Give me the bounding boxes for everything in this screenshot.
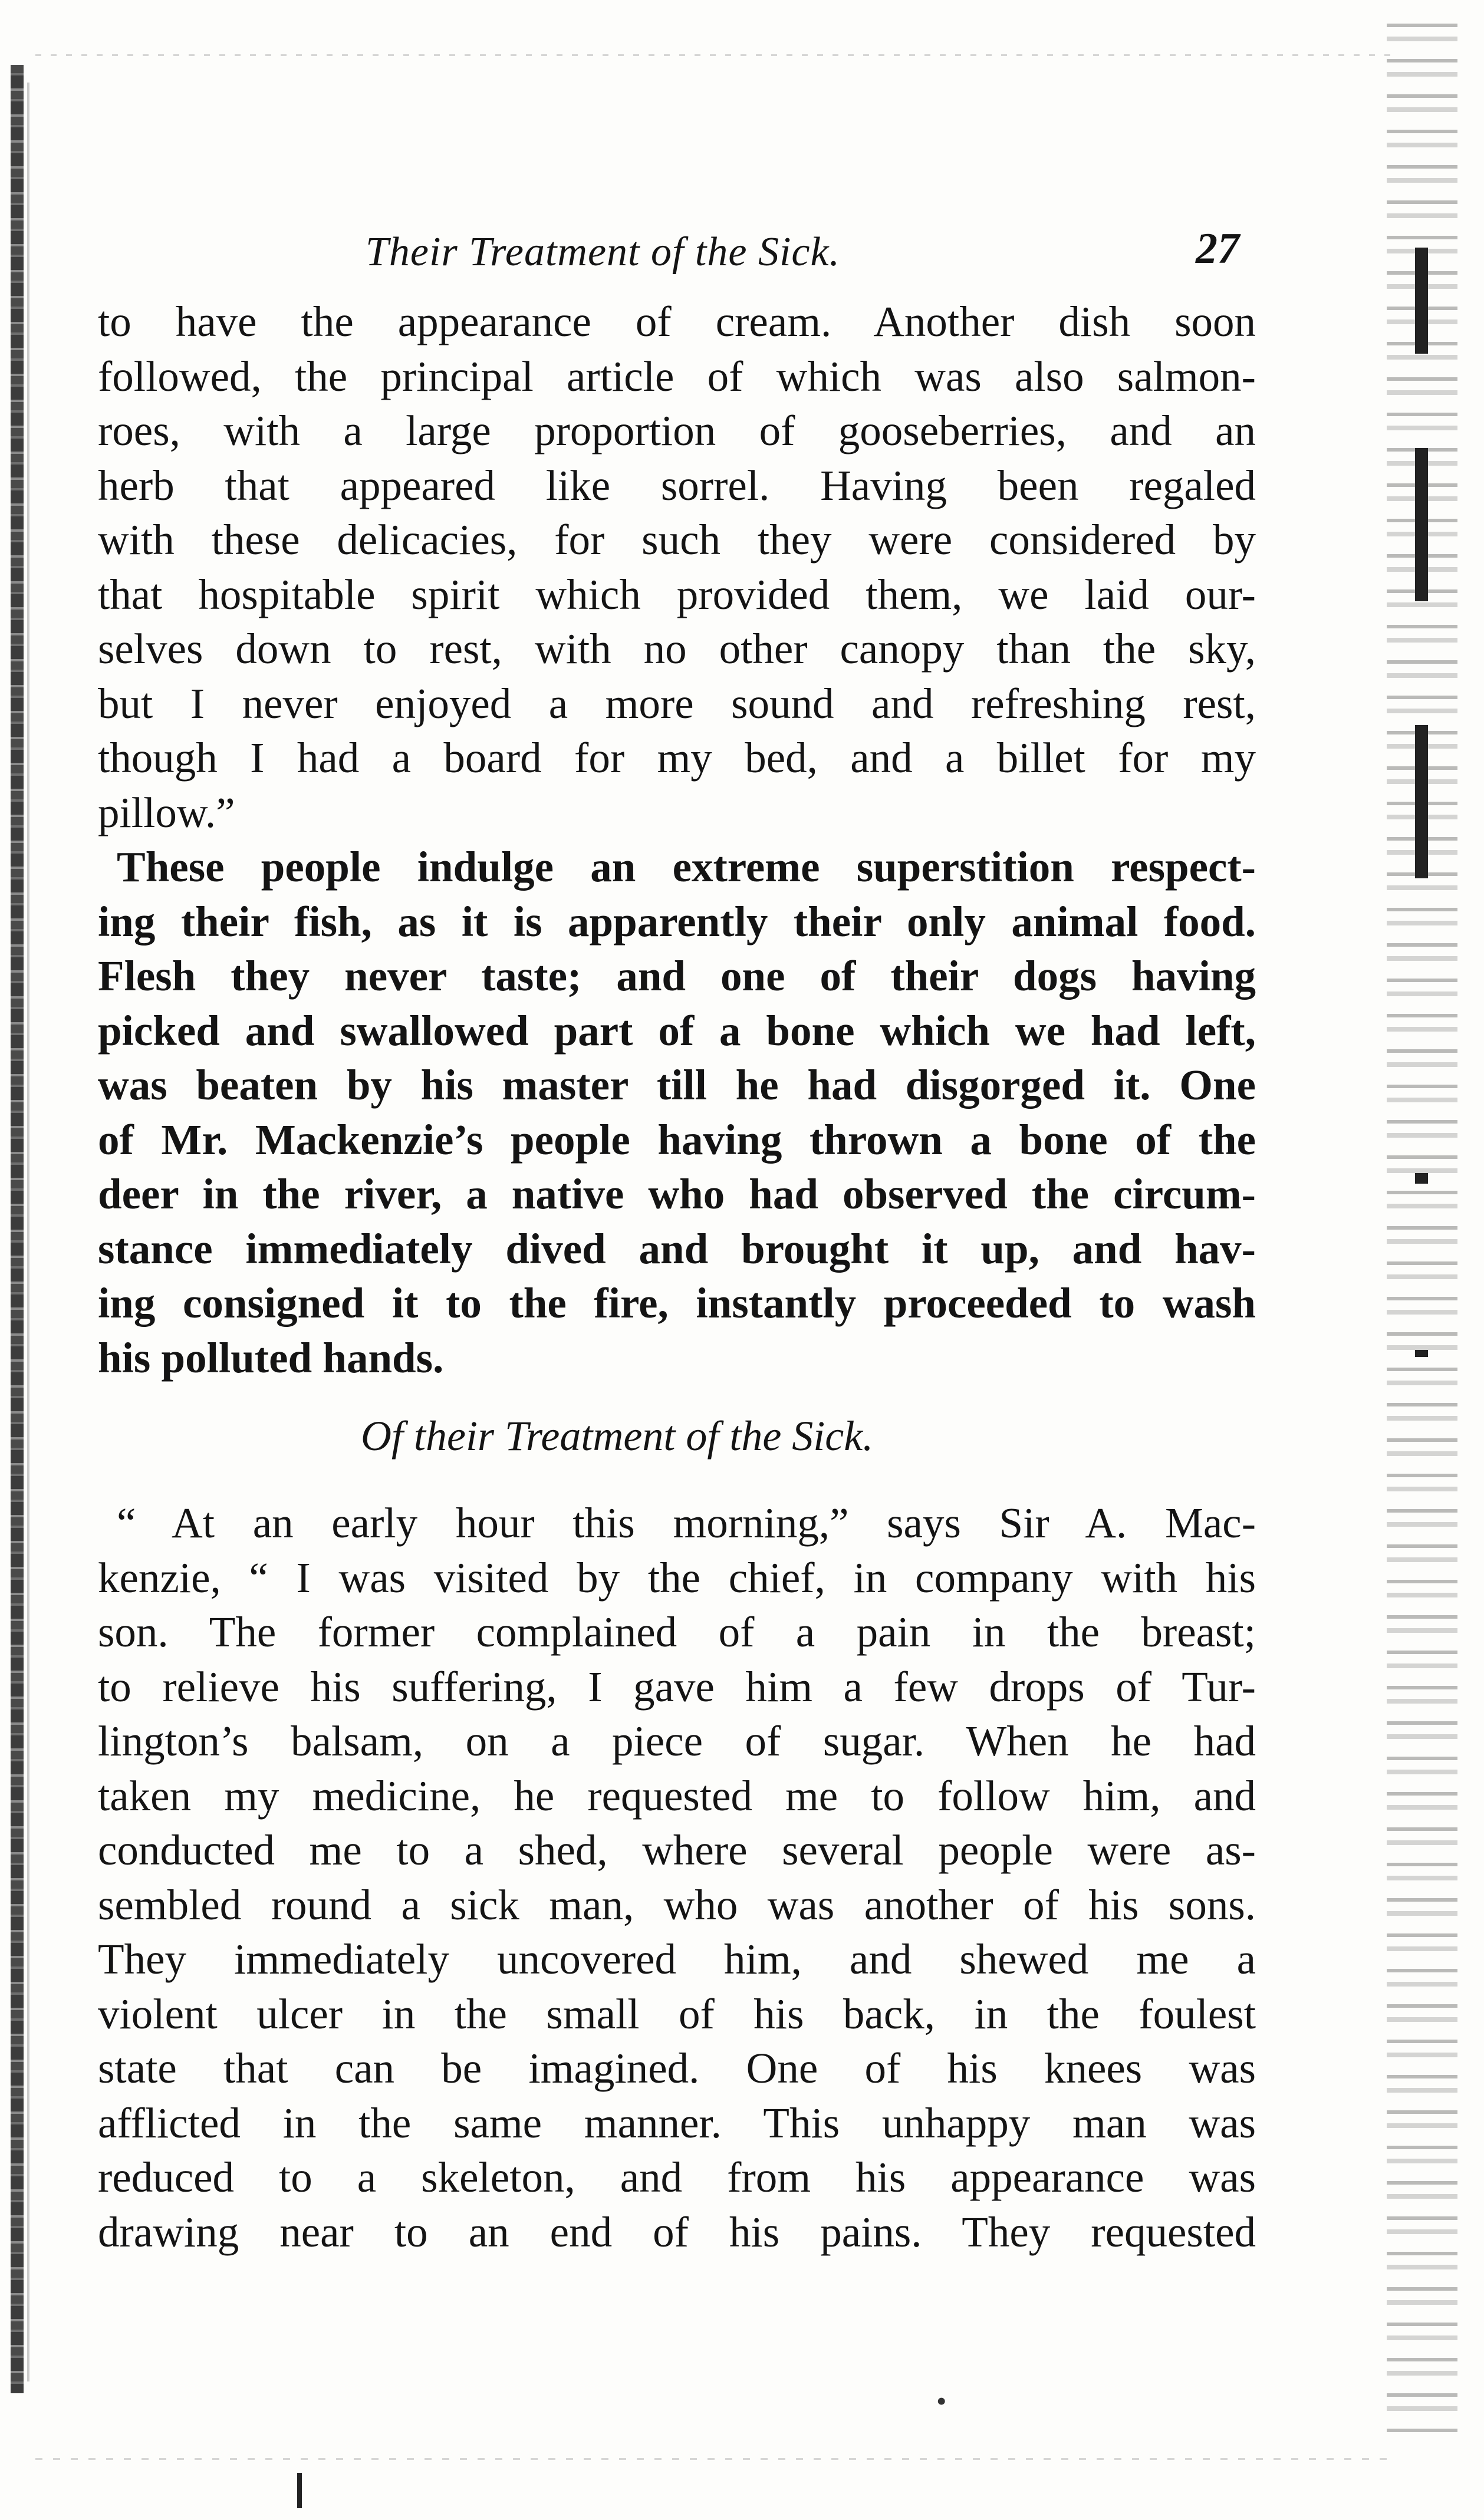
text-line: though I had a board for my bed, and a billet for my: [98, 734, 1256, 782]
text-line: to relieve his suffering, I gave him a few drops of Tur-: [98, 1662, 1256, 1711]
text-line: Flesh they never taste; and one of their dogs having: [98, 952, 1256, 1000]
running-head: Their Treatment of the Sick.: [366, 229, 841, 275]
text-line: to have the appearance of cream. Another dish soon: [98, 298, 1256, 345]
text-line: that hospitable spirit which provided them, we laid our-: [98, 570, 1256, 618]
text-line: conducted me to a shed, where several people were as-: [98, 1826, 1256, 1874]
text-line: ing consigned it to the fire, instantly proceeded to wash: [98, 1279, 1256, 1327]
text-line: reduced to a skeleton, and from his appearance was: [98, 2153, 1256, 2201]
text-line: drawing near to an end of his pains. They requested: [98, 2208, 1256, 2256]
paragraph-1: [98, 295, 1256, 840]
text-line: kenzie, “ I was visited by the chief, in company with his: [98, 1553, 1256, 1602]
text-line: These people indulge an extreme superstition respect-: [117, 843, 1256, 891]
scan-mark: [1415, 1173, 1428, 1184]
text-line: taken my medicine, he requested me to follow him, and: [98, 1771, 1256, 1820]
paragraph-2: [98, 840, 1256, 1385]
scan-mark: [1415, 1350, 1428, 1357]
ink-blot-mark: •: [936, 2384, 947, 2417]
page-edge-bottom: [35, 2458, 1391, 2460]
text-line: sembled round a sick man, who was another of his sons.: [98, 1880, 1256, 1929]
text-line: stance immediately dived and brought it up, and hav-: [98, 1224, 1256, 1273]
text-line: deer in the river, a native who had observed the circum-: [98, 1170, 1256, 1218]
text-line: son. The former complained of a pain in the breast;: [98, 1608, 1256, 1656]
text-line: herb that appeared like sorrel. Having been regaled: [98, 461, 1256, 509]
page-binding-edge-left: [11, 65, 24, 2393]
text-line: lington’s balsam, on a piece of sugar. When he had: [98, 1717, 1256, 1765]
text-line: ing their fish, as it is apparently their only animal food.: [98, 897, 1256, 946]
page-edge-right: [1387, 24, 1457, 2440]
text-line: selves down to rest, with no other canopy than the sky,: [98, 625, 1256, 673]
text-line: violent ulcer in the small of his back, in the foulest: [98, 1989, 1256, 2038]
section-heading: Of their Treatment of the Sick.: [361, 1412, 874, 1460]
page-number: 27: [1196, 225, 1239, 273]
text-line: state that can be imagined. One of his knees was: [98, 2044, 1256, 2092]
scan-tick: [297, 2473, 302, 2508]
text-line: his polluted hands.: [98, 1333, 444, 1382]
text-line: but I never enjoyed a more sound and refreshing rest,: [98, 679, 1256, 727]
text-line: “ At an early hour this morning,” says Sir A. Mac-: [117, 1499, 1256, 1547]
body-text-section: [98, 1496, 1256, 2259]
paragraph-3: [98, 1496, 1256, 2259]
text-line: They immediately uncovered him, and shewed me a: [98, 1935, 1256, 1983]
text-line: with these delicacies, for such they were considered by: [98, 516, 1256, 564]
page-binding-line: [27, 83, 29, 2381]
scan-mark: [1415, 448, 1428, 601]
text-line: afflicted in the same manner. This unhappy man was: [98, 2099, 1256, 2147]
scan-mark: [1415, 725, 1428, 878]
text-line: pillow.”: [98, 788, 235, 836]
text-line: of Mr. Mackenzie’s people having thrown a bone of the: [98, 1115, 1256, 1164]
text-line: roes, with a large proportion of gooseberries, and an: [98, 407, 1256, 454]
body-text: [98, 295, 1256, 1385]
text-line: picked and swallowed part of a bone which we had left,: [98, 1006, 1256, 1055]
scan-mark: [1415, 248, 1428, 354]
text-line: was beaten by his master till he had disgorged it. One: [98, 1061, 1256, 1109]
page-edge-top: [35, 54, 1391, 56]
text-line: followed, the principal article of which was also salmon-: [98, 352, 1256, 400]
